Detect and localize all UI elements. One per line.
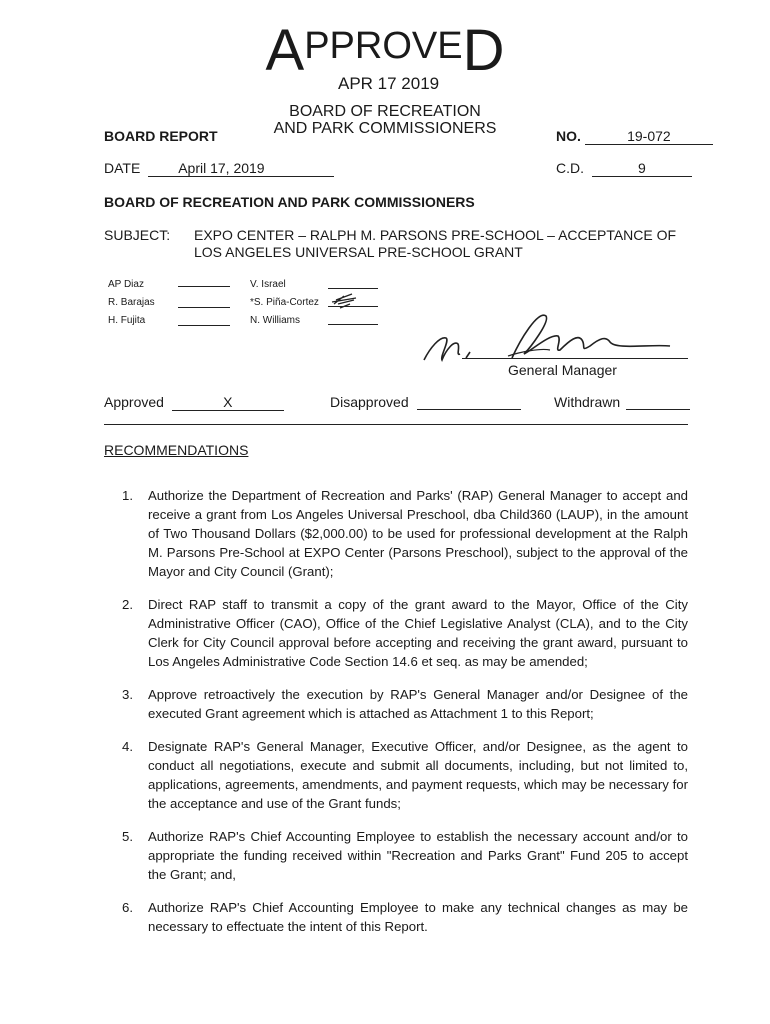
- recommendations-list: [122, 486, 688, 950]
- commissioner-williams: N. Williams: [250, 312, 319, 330]
- commissioner-israel: V. Israel: [250, 276, 319, 294]
- recommendation-item: 6. Authorize RAP's Chief Accounting Employee to make any technical changes as may be necessary to effectuate the intent of this Report.: [122, 900, 688, 934]
- commissioner-pina-cortez: *S. Piña-Cortez: [250, 294, 319, 312]
- withdrawn-field: Withdrawn: [554, 394, 690, 410]
- approved-mark: X: [172, 394, 284, 411]
- initials-scribble: [330, 290, 360, 312]
- recommendation-item: 4. Designate RAP's General Manager, Executive Officer, and/or Designee, as the agent to conduct all negotiations, execute and submit all documents, including, but not limited to, applications, agreements, amendments, and payment requests, which may be necessary for the acceptance and use of the Grant funds;: [122, 739, 688, 811]
- subject-text: [194, 227, 676, 261]
- approved-stamp: [0, 18, 770, 83]
- approved-stamp-text: APPROVED: [265, 18, 505, 83]
- stamp-date: APR 17 2019: [338, 74, 440, 93]
- date-value: April 17, 2019: [148, 160, 334, 177]
- board-report-label: BOARD REPORT: [104, 128, 218, 144]
- cd-field: C.D. 9: [556, 160, 692, 177]
- board-title: BOARD OF RECREATION AND PARK COMMISSIONERS: [104, 194, 475, 210]
- commissioners-right: [250, 276, 319, 330]
- commissioner-barajas: R. Barajas: [108, 294, 155, 312]
- commissioner-fujita: H. Fujita: [108, 312, 155, 330]
- cd-value: 9: [592, 160, 692, 177]
- subject-line2: LOS ANGELES UNIVERSAL PRE-SCHOOL GRANT: [194, 244, 523, 260]
- commissioner-diaz: AP Diaz: [108, 276, 155, 294]
- recommendation-item: 2. Direct RAP staff to transmit a copy of the grant award to the Mayor, Office of the City Administrative Officer (CAO), Office of the Chief Legislative Analyst (CLA), and to the City Clerk for City Council approval before accepting and receiving the grant award, pursuant to Los Angeles Administrative Code Section 14.6 et seq. as may be amended;: [122, 597, 688, 669]
- approved-field: Approved X: [104, 394, 284, 411]
- board-heading-line1: BOARD OF RECREATION: [289, 103, 481, 120]
- commissioners-left: [108, 276, 155, 330]
- recommendation-item: 3. Approve retroactively the execution by RAP's General Manager and/or Designee of the executed Grant agreement which is attached as Attachment 1 to this Report;: [122, 687, 688, 721]
- separator-line: [104, 424, 688, 425]
- recommendations-heading: RECOMMENDATIONS: [104, 442, 249, 458]
- report-number: NO. 19-072: [556, 128, 713, 145]
- report-number-value: 19-072: [585, 128, 713, 145]
- subject-line1: EXPO CENTER – RALPH M. PARSONS PRE-SCHOOL – ACCEPTANCE OF: [194, 227, 677, 243]
- recommendation-item: 5. Authorize RAP's Chief Accounting Employee to establish the necessary account and/or to appropriate the funding received within "Recreation and Parks Grant" Fund 205 to accept the Grant; and,: [122, 829, 688, 882]
- disapproved-field: Disapproved: [330, 394, 521, 410]
- signature-scribble: [420, 300, 690, 370]
- recommendation-item: 1. Authorize the Department of Recreation and Parks' (RAP) General Manager to accept and receive a grant from Los Angeles Universal Preschool, dba Child360 (LAUP), in the amount of Two Thousand Dollars ($2,000.00) to be used for professional development at the Ralph M. Parsons Pre-School at EXPO Center (Parsons Preschool), subject to the approval of the Mayor and City Council (Grant);: [122, 488, 688, 579]
- board-heading-line2: AND PARK COMMISSIONERS: [273, 120, 497, 137]
- signature-line: [462, 358, 688, 359]
- date-field: DATE April 17, 2019: [104, 160, 334, 177]
- general-manager-title: General Manager: [508, 362, 617, 378]
- subject-label: SUBJECT:: [104, 227, 171, 243]
